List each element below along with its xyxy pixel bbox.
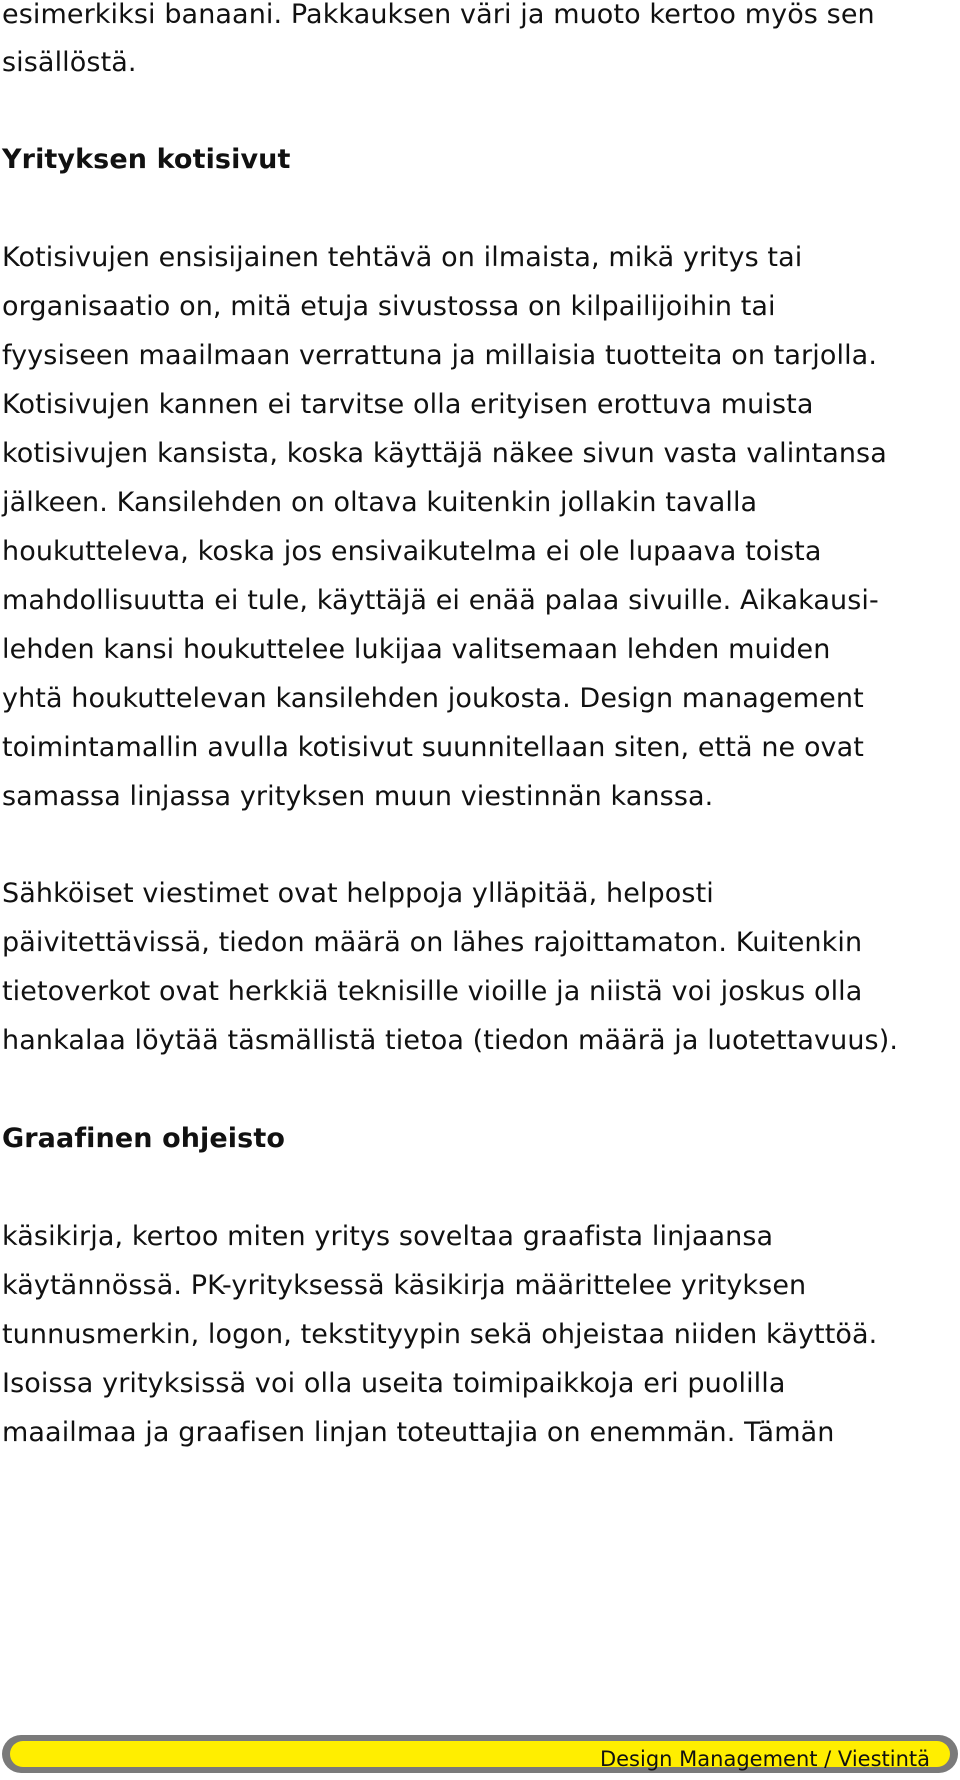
body-text-line: samassa linjassa yrityksen muun viestinnän kanssa. — [2, 781, 714, 812]
section-heading-kotisivut: Yrityksen kotisivut — [2, 144, 291, 175]
body-text-line: lehden kansi houkuttelee lukijaa valitsemaan lehden muiden — [2, 634, 831, 665]
body-text-line: sisällöstä. — [2, 47, 137, 78]
body-text-line: Sähköiset viestimet ovat helppoja ylläpitää, helposti — [2, 878, 714, 909]
body-text-line: mahdollisuutta ei tule, käyttäjä ei enää palaa sivuille. Aikakausi- — [2, 585, 879, 616]
body-text-line: käsikirja, kertoo miten yritys soveltaa graafista linjaansa — [2, 1221, 774, 1252]
body-text-line: fyysiseen maailmaan verrattuna ja millaisia tuotteita on tarjolla. — [2, 340, 878, 371]
body-text-line: Isoissa yrityksissä voi olla useita toimipaikkoja eri puolilla — [2, 1368, 786, 1399]
body-text-line: Kotisivujen ensisijainen tehtävä on ilmaista, mikä yritys tai — [2, 242, 803, 273]
footer-label: Design Management / Viestintä — [599, 1747, 930, 1771]
body-text-line: käytännössä. PK-yrityksessä käsikirja määrittelee yrityksen — [2, 1270, 807, 1301]
body-text-line: toimintamallin avulla kotisivut suunnitellaan siten, että ne ovat — [2, 732, 864, 763]
body-text-line: päivitettävissä, tiedon määrä on lähes rajoittamaton. Kuitenkin — [2, 927, 863, 958]
body-text-line: kotisivujen kansista, koska käyttäjä näkee sivun vasta valintansa — [2, 438, 887, 469]
body-text-line: hankalaa löytää täsmällistä tietoa (tiedon määrä ja luotettavuus). — [2, 1025, 899, 1056]
body-text-line: maailmaa ja graafisen linjan toteuttajia on enemmän. Tämän — [2, 1417, 835, 1448]
body-text-line: organisaatio on, mitä etuja sivustossa on kilpailijoihin tai — [2, 291, 776, 322]
body-text-line: houkutteleva, koska jos ensivaikutelma ei ole lupaava toista — [2, 536, 822, 567]
body-text-line: tunnusmerkin, logon, tekstityypin sekä ohjeistaa niiden käyttöä. — [2, 1319, 878, 1350]
section-heading-graafinen-ohjeisto: Graafinen ohjeisto — [2, 1123, 285, 1154]
body-text-line: jälkeen. Kansilehden on oltava kuitenkin jollakin tavalla — [2, 487, 758, 518]
body-text-line: tietoverkot ovat herkkiä teknisille vioille ja niistä voi joskus olla — [2, 976, 863, 1007]
body-text-line: esimerkiksi banaani. Pakkauksen väri ja muoto kertoo myös sen — [2, 0, 875, 30]
body-text-line: Kotisivujen kannen ei tarvitse olla erityisen erottuva muista — [2, 389, 814, 420]
body-text-line: yhtä houkuttelevan kansilehden joukosta. Design management — [2, 683, 864, 714]
